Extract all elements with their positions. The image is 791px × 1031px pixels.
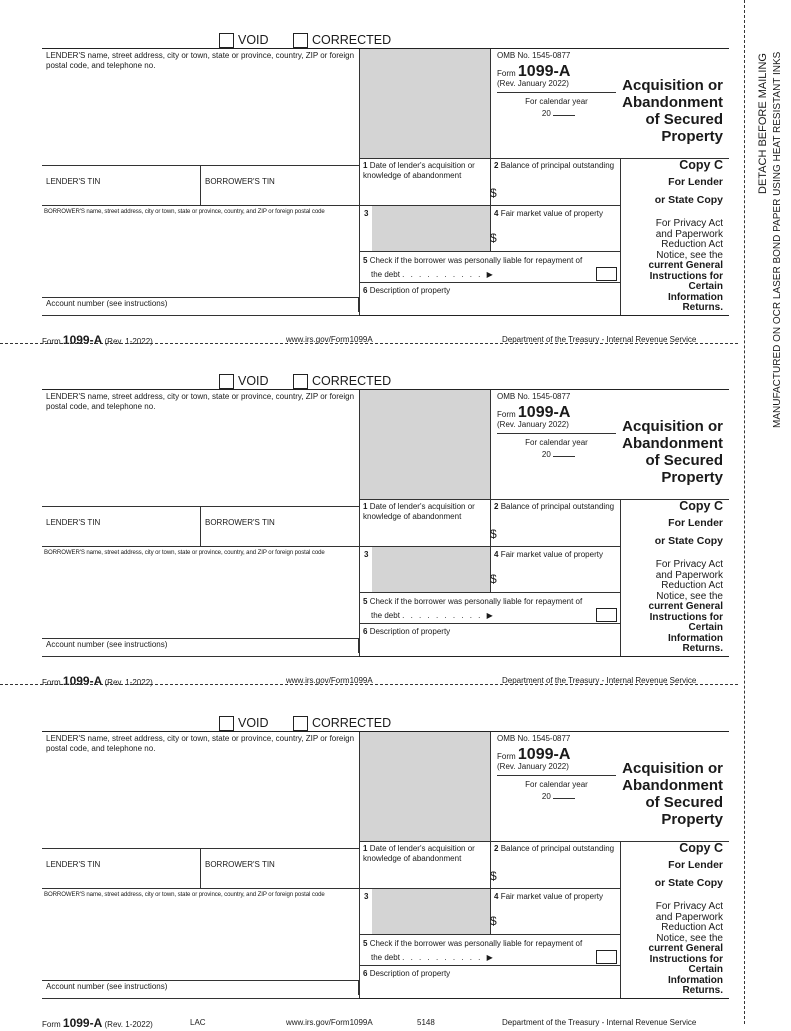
account-number-field[interactable] (42, 638, 359, 653)
grey-shaded-area (359, 390, 490, 499)
box4-label: Fair market value of property (500, 892, 603, 901)
box6-label: Description of property (369, 627, 451, 636)
for-lender-label: For Lender (668, 517, 723, 529)
footer-form-id (42, 334, 153, 348)
box5-checkbox[interactable] (596, 608, 617, 622)
year-input[interactable] (553, 115, 575, 116)
box1-label: Date of lender's acquisition or knowledge of abandonment (363, 161, 475, 180)
box2-balance-field[interactable] (490, 841, 620, 888)
box4-dollar-sign: $ (490, 231, 497, 245)
footer-form-word: Form (42, 1020, 61, 1029)
box4-fmv-field[interactable] (490, 205, 620, 251)
box6-number: 6 (363, 627, 368, 636)
form-title: Acquisition or Abandonment of Secured Property (622, 418, 723, 486)
void-checkbox[interactable] (219, 716, 234, 731)
form-word: Form (497, 409, 516, 419)
box2-number: 2 (494, 844, 499, 853)
year-prefix: 20 (541, 450, 551, 459)
copy-c-panel (620, 499, 729, 656)
account-number-field[interactable] (42, 980, 359, 995)
lender-label: LENDER'S name, street address, city or town, state or province, country, ZIP or foreign postal code, and telephone no. (46, 51, 355, 70)
account-number-label: Account number (see instructions) (46, 640, 168, 649)
box5-label: Check if the borrower was personally liable for repayment of (369, 939, 583, 948)
revision-date: (Rev. January 2022) (497, 79, 569, 88)
account-number-label: Account number (see instructions) (46, 982, 168, 991)
borrower-tin-label: BORROWER'S TIN (205, 860, 275, 869)
calendar-year-label: For calendar year (525, 96, 588, 106)
box2-number: 2 (494, 161, 499, 170)
for-lender-label: For Lender (668, 859, 723, 871)
box5-label-debt: the debt (371, 952, 400, 962)
box1-date-field[interactable] (359, 841, 490, 888)
box2-label: Balance of principal outstanding (500, 161, 615, 170)
borrower-tin-label: BORROWER'S TIN (205, 177, 275, 186)
box2-label: Balance of principal outstanding (500, 502, 615, 511)
lender-label: LENDER'S name, street address, city or town, state or province, country, ZIP or foreign postal code, and telephone no. (46, 392, 355, 411)
corrected-label: CORRECTED (312, 33, 392, 47)
vertical-detach-line (744, 0, 745, 1024)
privacy-notice: For Privacy Act and Paperwork Reduction Act Notice, see the (655, 901, 723, 944)
corrected-label: CORRECTED (312, 374, 392, 388)
footer-form-word: Form (42, 337, 61, 346)
box6-label: Description of property (369, 286, 451, 295)
box5-leader: . . . . . . . . . . ▶ (402, 269, 495, 279)
omb-number: OMB No. 1545-0877 (497, 392, 571, 401)
box1-date-field[interactable] (359, 158, 490, 205)
lender-name-field[interactable] (42, 49, 359, 165)
void-label: VOID (238, 33, 269, 47)
title-box (620, 390, 729, 499)
copy-c-label: Copy C (679, 841, 723, 855)
copy-c-panel (620, 841, 729, 998)
box5-number: 5 (363, 939, 368, 948)
box5-leader: . . . . . . . . . . ▶ (402, 952, 495, 962)
lender-name-field[interactable] (42, 390, 359, 506)
footer-form-id (42, 1017, 153, 1031)
box4-number: 4 (494, 550, 499, 559)
corrected-checkbox[interactable] (293, 374, 308, 389)
detach-line-2 (0, 684, 738, 685)
footer-department: Department of the Treasury - Internal Revenue Service (502, 676, 697, 685)
year-prefix: 20 (541, 109, 551, 118)
void-checkbox[interactable] (219, 33, 234, 48)
year-prefix: 20 (541, 792, 551, 801)
omb-box (490, 49, 620, 158)
box4-number: 4 (494, 892, 499, 901)
footer-url[interactable]: www.irs.gov/Form1099A (286, 335, 373, 344)
box5-checkbox[interactable] (596, 950, 617, 964)
omb-box (490, 390, 620, 499)
void-label: VOID (238, 716, 269, 730)
box3-field[interactable] (359, 546, 490, 592)
box3-number: 3 (364, 892, 369, 901)
form-title: Acquisition or Abandonment of Secured Property (622, 77, 723, 145)
footer-catalog-number: 5148 (417, 1018, 435, 1027)
box4-label: Fair market value of property (500, 550, 603, 559)
footer-form-number: 1099-A (62, 1016, 103, 1030)
box6-description-field[interactable] (359, 965, 620, 998)
box2-dollar-sign: $ (490, 186, 497, 200)
detach-before-mailing: DETACH BEFORE MAILING (757, 53, 769, 194)
form-number: 1099-A (517, 403, 571, 421)
lender-tin-label: LENDER'S TIN (46, 860, 101, 869)
box4-fmv-field[interactable] (490, 888, 620, 934)
box6-number: 6 (363, 969, 368, 978)
footer-form-number: 1099-A (62, 674, 103, 688)
privacy-notice: For Privacy Act and Paperwork Reduction Act Notice, see the (655, 559, 723, 602)
copy-c-label: Copy C (679, 499, 723, 513)
box5-leader: . . . . . . . . . . ▶ (402, 610, 495, 620)
box3-field[interactable] (359, 888, 490, 934)
footer-department: Department of the Treasury - Internal Revenue Service (502, 335, 697, 344)
corrected-checkbox[interactable] (293, 33, 308, 48)
copy-c-label: Copy C (679, 158, 723, 172)
footer-department: Department of the Treasury - Internal Revenue Service (502, 1018, 697, 1027)
lender-tin-field[interactable] (42, 165, 201, 205)
form-number: 1099-A (517, 62, 571, 80)
box4-fmv-field[interactable] (490, 546, 620, 592)
form-word: Form (497, 751, 516, 761)
lender-name-field[interactable] (42, 732, 359, 848)
box5-liability-row (359, 251, 620, 282)
lender-tin-field[interactable] (42, 506, 201, 546)
borrower-tin-field[interactable] (201, 506, 359, 546)
footer-revision: (Rev. 1-2022) (104, 337, 153, 346)
form-word: Form (497, 68, 516, 78)
grey-shaded-area (359, 732, 490, 841)
box5-checkbox[interactable] (596, 267, 617, 281)
box5-label: Check if the borrower was personally liable for repayment of (369, 597, 583, 606)
box6-number: 6 (363, 286, 368, 295)
privacy-notice-bold: current General Instructions for Certain Information Returns. (648, 943, 723, 996)
box2-balance-field[interactable] (490, 158, 620, 205)
box6-label: Description of property (369, 969, 451, 978)
borrower-label: BORROWER'S name, street address, city or town, state or province, country, and ZIP or foreign postal code (44, 891, 325, 898)
lender-label: LENDER'S name, street address, city or town, state or province, country, ZIP or foreign postal code, and telephone no. (46, 734, 355, 753)
title-box (620, 49, 729, 158)
box5-label: Check if the borrower was personally liable for repayment of (369, 256, 583, 265)
box6-description-field[interactable] (359, 282, 620, 315)
borrower-label: BORROWER'S name, street address, city or town, state or province, country, and ZIP or foreign postal code (44, 208, 325, 215)
box6-description-field[interactable] (359, 623, 620, 656)
void-checkbox[interactable] (219, 374, 234, 389)
box4-label: Fair market value of property (500, 209, 603, 218)
box1-number: 1 (363, 161, 368, 170)
omb-number: OMB No. 1545-0877 (497, 734, 571, 743)
year-input[interactable] (553, 798, 575, 799)
footer-form-word: Form (42, 678, 61, 687)
state-copy-label: or State Copy (654, 194, 723, 206)
box5-liability-row (359, 592, 620, 623)
void-label: VOID (238, 374, 269, 388)
box2-number: 2 (494, 502, 499, 511)
manufacturing-note: MANUFACTURED ON OCR LASER BOND PAPER USING HEAT RESISTANT INKS (772, 51, 783, 428)
box5-number: 5 (363, 597, 368, 606)
borrower-label: BORROWER'S name, street address, city or town, state or province, country, and ZIP or foreign postal code (44, 549, 325, 556)
privacy-notice-bold: current General Instructions for Certain Information Returns. (648, 260, 723, 313)
state-copy-label: or State Copy (654, 877, 723, 889)
for-lender-label: For Lender (668, 176, 723, 188)
lender-tin-label: LENDER'S TIN (46, 518, 101, 527)
privacy-notice: For Privacy Act and Paperwork Reduction Act Notice, see the (655, 218, 723, 261)
grey-shaded-area (359, 49, 490, 158)
box1-number: 1 (363, 502, 368, 511)
box1-label: Date of lender's acquisition or knowledge of abandonment (363, 844, 475, 863)
state-copy-label: or State Copy (654, 535, 723, 547)
footer-revision: (Rev. 1-2022) (104, 1020, 153, 1029)
box5-liability-row (359, 934, 620, 965)
account-number-field[interactable] (42, 297, 359, 312)
borrower-tin-field[interactable] (201, 848, 359, 888)
year-input[interactable] (553, 456, 575, 457)
form-number: 1099-A (517, 745, 571, 763)
title-box (620, 732, 729, 841)
footer-form-number: 1099-A (62, 333, 103, 347)
corrected-label: CORRECTED (312, 716, 392, 730)
form-grid (42, 48, 729, 316)
corrected-checkbox[interactable] (293, 716, 308, 731)
box5-label-debt: the debt (371, 610, 400, 620)
form-grid (42, 389, 729, 657)
account-number-label: Account number (see instructions) (46, 299, 168, 308)
box5-label-debt: the debt (371, 269, 400, 279)
box4-dollar-sign: $ (490, 572, 497, 586)
box2-label: Balance of principal outstanding (500, 844, 615, 853)
revision-date: (Rev. January 2022) (497, 420, 569, 429)
footer-revision: (Rev. 1-2022) (104, 678, 153, 687)
footer-url[interactable]: www.irs.gov/Form1099A (286, 1018, 373, 1027)
box3-field[interactable] (359, 205, 490, 251)
footer-code: LAC (190, 1018, 206, 1027)
footer-form-id (42, 675, 153, 689)
detach-line-1 (0, 343, 738, 344)
calendar-year-label: For calendar year (525, 437, 588, 447)
box2-balance-field[interactable] (490, 499, 620, 546)
box3-number: 3 (364, 209, 369, 218)
box2-dollar-sign: $ (490, 527, 497, 541)
calendar-year-label: For calendar year (525, 779, 588, 789)
box4-dollar-sign: $ (490, 914, 497, 928)
form-title: Acquisition or Abandonment of Secured Property (622, 760, 723, 828)
copy-c-panel (620, 158, 729, 315)
omb-number: OMB No. 1545-0877 (497, 51, 571, 60)
omb-box (490, 732, 620, 841)
borrower-tin-label: BORROWER'S TIN (205, 518, 275, 527)
box2-dollar-sign: $ (490, 869, 497, 883)
privacy-notice-bold: current General Instructions for Certain Information Returns. (648, 601, 723, 654)
box3-number: 3 (364, 550, 369, 559)
lender-tin-label: LENDER'S TIN (46, 177, 101, 186)
form-grid (42, 731, 729, 999)
box1-label: Date of lender's acquisition or knowledge of abandonment (363, 502, 475, 521)
box1-date-field[interactable] (359, 499, 490, 546)
revision-date: (Rev. January 2022) (497, 762, 569, 771)
borrower-tin-field[interactable] (201, 165, 359, 205)
lender-tin-field[interactable] (42, 848, 201, 888)
box4-number: 4 (494, 209, 499, 218)
box5-number: 5 (363, 256, 368, 265)
box1-number: 1 (363, 844, 368, 853)
footer-url[interactable]: www.irs.gov/Form1099A (286, 676, 373, 685)
